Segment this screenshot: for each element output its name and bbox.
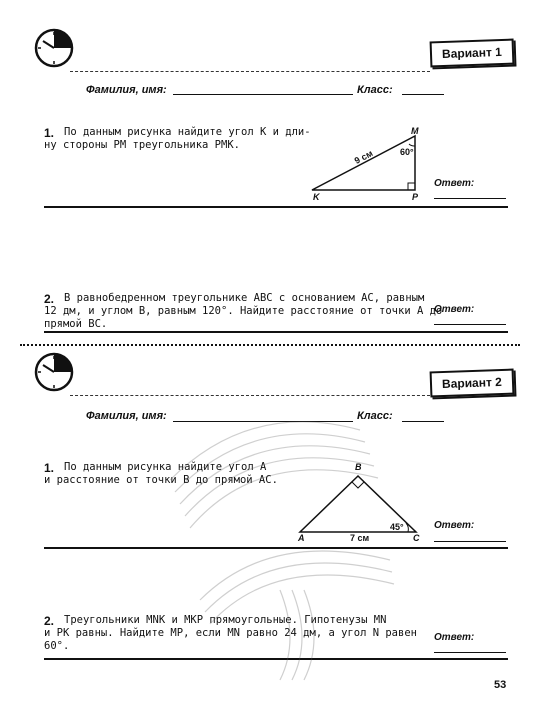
task-number: 2.	[44, 614, 55, 628]
task-text-line: и PK равны. Найдите MP, если MN равно 24 дм, а угол N равен	[44, 627, 417, 639]
task-text-line: прямой BC.	[44, 318, 108, 330]
clock-icon	[34, 28, 74, 68]
class-field[interactable]	[402, 94, 444, 95]
variant-2-badge: Вариант 2	[430, 369, 515, 398]
name-label: Фамилия, имя:	[86, 84, 167, 96]
class-label: Класс:	[357, 84, 393, 96]
answer-label: Ответ:	[434, 304, 475, 315]
side-label: 9 см	[352, 148, 375, 166]
clock-icon	[34, 352, 74, 392]
task-text-line: По данным рисунка найдите угол K и дли-	[64, 126, 311, 138]
vertex-b-label: B	[355, 462, 362, 472]
task-text-line: 12 дм, и углом B, равным 120°. Найдите расстояние от точки A до	[44, 305, 443, 317]
task-number: 1.	[44, 461, 55, 475]
answer-label: Ответ:	[434, 178, 475, 189]
answer-field[interactable]	[434, 541, 506, 542]
answer-field[interactable]	[434, 652, 506, 653]
answer-field[interactable]	[434, 324, 506, 325]
task-number: 2.	[44, 292, 55, 306]
task-number: 1.	[44, 126, 55, 140]
side-label: 7 см	[350, 533, 370, 543]
stamp-watermark	[130, 360, 430, 690]
task-text-line: Треугольники MNK и MKP прямоугольные. Гипотенузы MN	[64, 614, 387, 626]
answer-field[interactable]	[434, 198, 506, 199]
vertex-p-label: P	[412, 192, 419, 202]
vertex-m-label: M	[411, 126, 419, 136]
class-label: Класс:	[357, 410, 393, 422]
variant-1-badge: Вариант 1	[430, 39, 515, 68]
vertex-c-label: C	[413, 533, 420, 543]
angle-label: 60°	[400, 147, 414, 157]
task-text-line: и расстояние от точки B до прямой AC.	[44, 474, 278, 486]
answer-label: Ответ:	[434, 520, 475, 531]
task-text-line: По данным рисунка найдите угол A	[64, 461, 267, 473]
task-text-line: 60°.	[44, 640, 70, 652]
vertex-a-label: A	[298, 533, 305, 543]
cut-line	[20, 344, 520, 346]
separator-line	[44, 331, 508, 333]
task-text-line: ну стороны PM треугольника PMK.	[44, 139, 240, 151]
task-text-line: В равнобедренном треугольнике ABC с основанием AC, равным	[64, 292, 425, 304]
vertex-k-label: K	[313, 192, 320, 202]
separator-line	[44, 206, 508, 208]
header-dashed-line	[70, 71, 430, 72]
name-label: Фамилия, имя:	[86, 410, 167, 422]
name-field[interactable]	[173, 94, 353, 95]
page-number: 53	[494, 679, 507, 691]
angle-label: 45°	[390, 522, 404, 532]
answer-label: Ответ:	[434, 632, 475, 643]
